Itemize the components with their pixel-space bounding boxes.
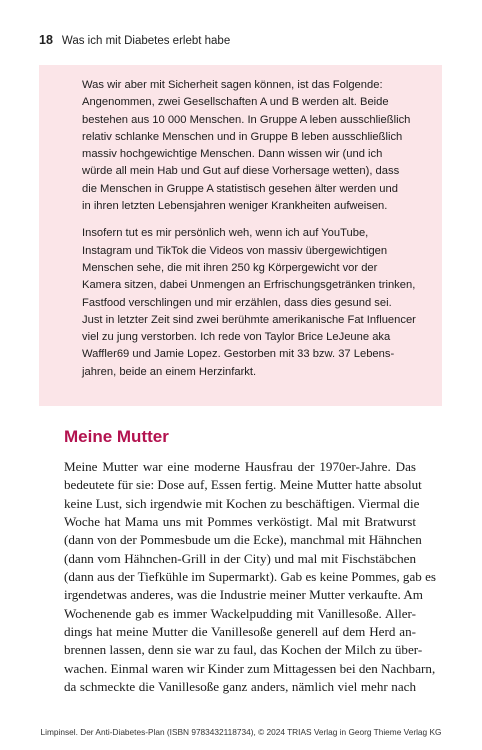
- running-title: Was ich mit Diabetes erlebt habe: [61, 35, 231, 47]
- body-line: (dann aus der Tiefkühle im Supermarkt). Gab es keine Pommes, gab es: [64, 569, 437, 585]
- section-heading: Meine Mutter: [64, 427, 169, 446]
- info-line: Instagram und TikTok die Videos von massiv übergewichtigen: [82, 244, 388, 257]
- copyright-footer: Limpinsel. Der Anti-Diabetes-Plan (ISBN 9783432118734), © 2024 TRIAS Verlag in Georg Thieme Verlag KG: [40, 727, 442, 737]
- info-line: massiv hochgewichtige Menschen. Dann wissen wir (und ich: [82, 148, 383, 161]
- info-line: die Menschen in Gruppe A statistisch gesehen älter werden und: [82, 182, 398, 195]
- body-line: brennen lassen, denn sie war zu faul, das Kochen der Milch zu über-: [64, 642, 423, 658]
- info-box-text: [82, 77, 416, 381]
- body-line: keine Lust, sich irgendwie mit Kochen zu beschäftigen. Viermal die: [64, 495, 420, 511]
- body-line: wachen. Einmal waren wir Kinder zum Mittagessen bei den Nachbarn,: [64, 660, 436, 676]
- info-line: Fastfood verschlingen und mir erzählen, dass dies gesund sei.: [82, 296, 392, 309]
- body-line: dings hat meine Mutter die Vanillesoße generell auf dem Herd an-: [64, 624, 416, 640]
- body-line: (dann von der Pommesbude um die Ecke), manchmal mit Hähnchen: [64, 532, 422, 548]
- info-line: Insofern tut es mir persönlich weh, wenn ich auf YouTube,: [82, 227, 369, 240]
- info-paragraph-1: [82, 77, 412, 215]
- body-line: (dann vom Hähnchen-Grill in der City) und mal mit Fischstäbchen: [64, 550, 416, 566]
- body-line: irgendetwas anderes, was die Industrie meiner Mutter verkaufte. Am: [64, 587, 423, 603]
- info-line: Was wir aber mit Sicherheit sagen können, ist das Folgende:: [82, 79, 383, 91]
- body-line: Meine Mutter war eine moderne Hausfrau der 1970er-Jahre. Das: [64, 459, 416, 474]
- info-line: Waffler69 und Jamie Lopez. Gestorben mit 33 bzw. 37 Lebens-: [82, 348, 395, 361]
- page-number: 18: [39, 33, 53, 47]
- info-line: Angenommen, zwei Gesellschaften A und B werden alt. Beide: [82, 96, 389, 109]
- body-line: bedeutete für sie: Dose auf, Essen fertig. Meine Mutter hatte absolut: [64, 477, 422, 493]
- body-line: da schmeckte die Vanillesoße ganz anders, nämlich viel mehr nach: [64, 679, 416, 695]
- info-line: in ihren letzten Lebensjahren weniger Krankheiten aufweisen.: [82, 200, 388, 213]
- info-line: Kamera sitzen, dabei Unmengen an Erfrischungsgetränken trinken,: [82, 279, 416, 292]
- info-line: viel zu jung verstorben. Ich rede von Taylor Brice LeJeune aka: [82, 331, 391, 344]
- info-box: [39, 65, 442, 406]
- running-head: [39, 33, 230, 47]
- info-line: würde all mein Hab und Gut auf diese Vorhersage wetten), dass: [82, 165, 400, 178]
- info-line: Just in letzter Zeit sind zwei berühmte amerikanische Fat Influencer: [82, 313, 416, 326]
- info-line: relativ schlanke Menschen und in Gruppe B leben ausschließlich: [82, 130, 403, 143]
- body-paragraph: [64, 458, 437, 696]
- info-line: jahren, beide an einem Herzinfarkt.: [82, 365, 257, 378]
- body-line: Wochenende gab es immer Wackelpudding mit Vanillesoße. Aller-: [64, 605, 416, 621]
- info-line: Menschen sehe, die mit ihren 250 kg Körpergewicht vor der: [82, 261, 378, 274]
- info-line: bestehen aus 10 000 Menschen. In Gruppe A leben ausschließlich: [82, 113, 411, 126]
- info-paragraph-2: [82, 225, 416, 381]
- body-line: Woche hat Mama uns mit Pommes verköstigt. Mal mit Bratwurst: [64, 514, 416, 530]
